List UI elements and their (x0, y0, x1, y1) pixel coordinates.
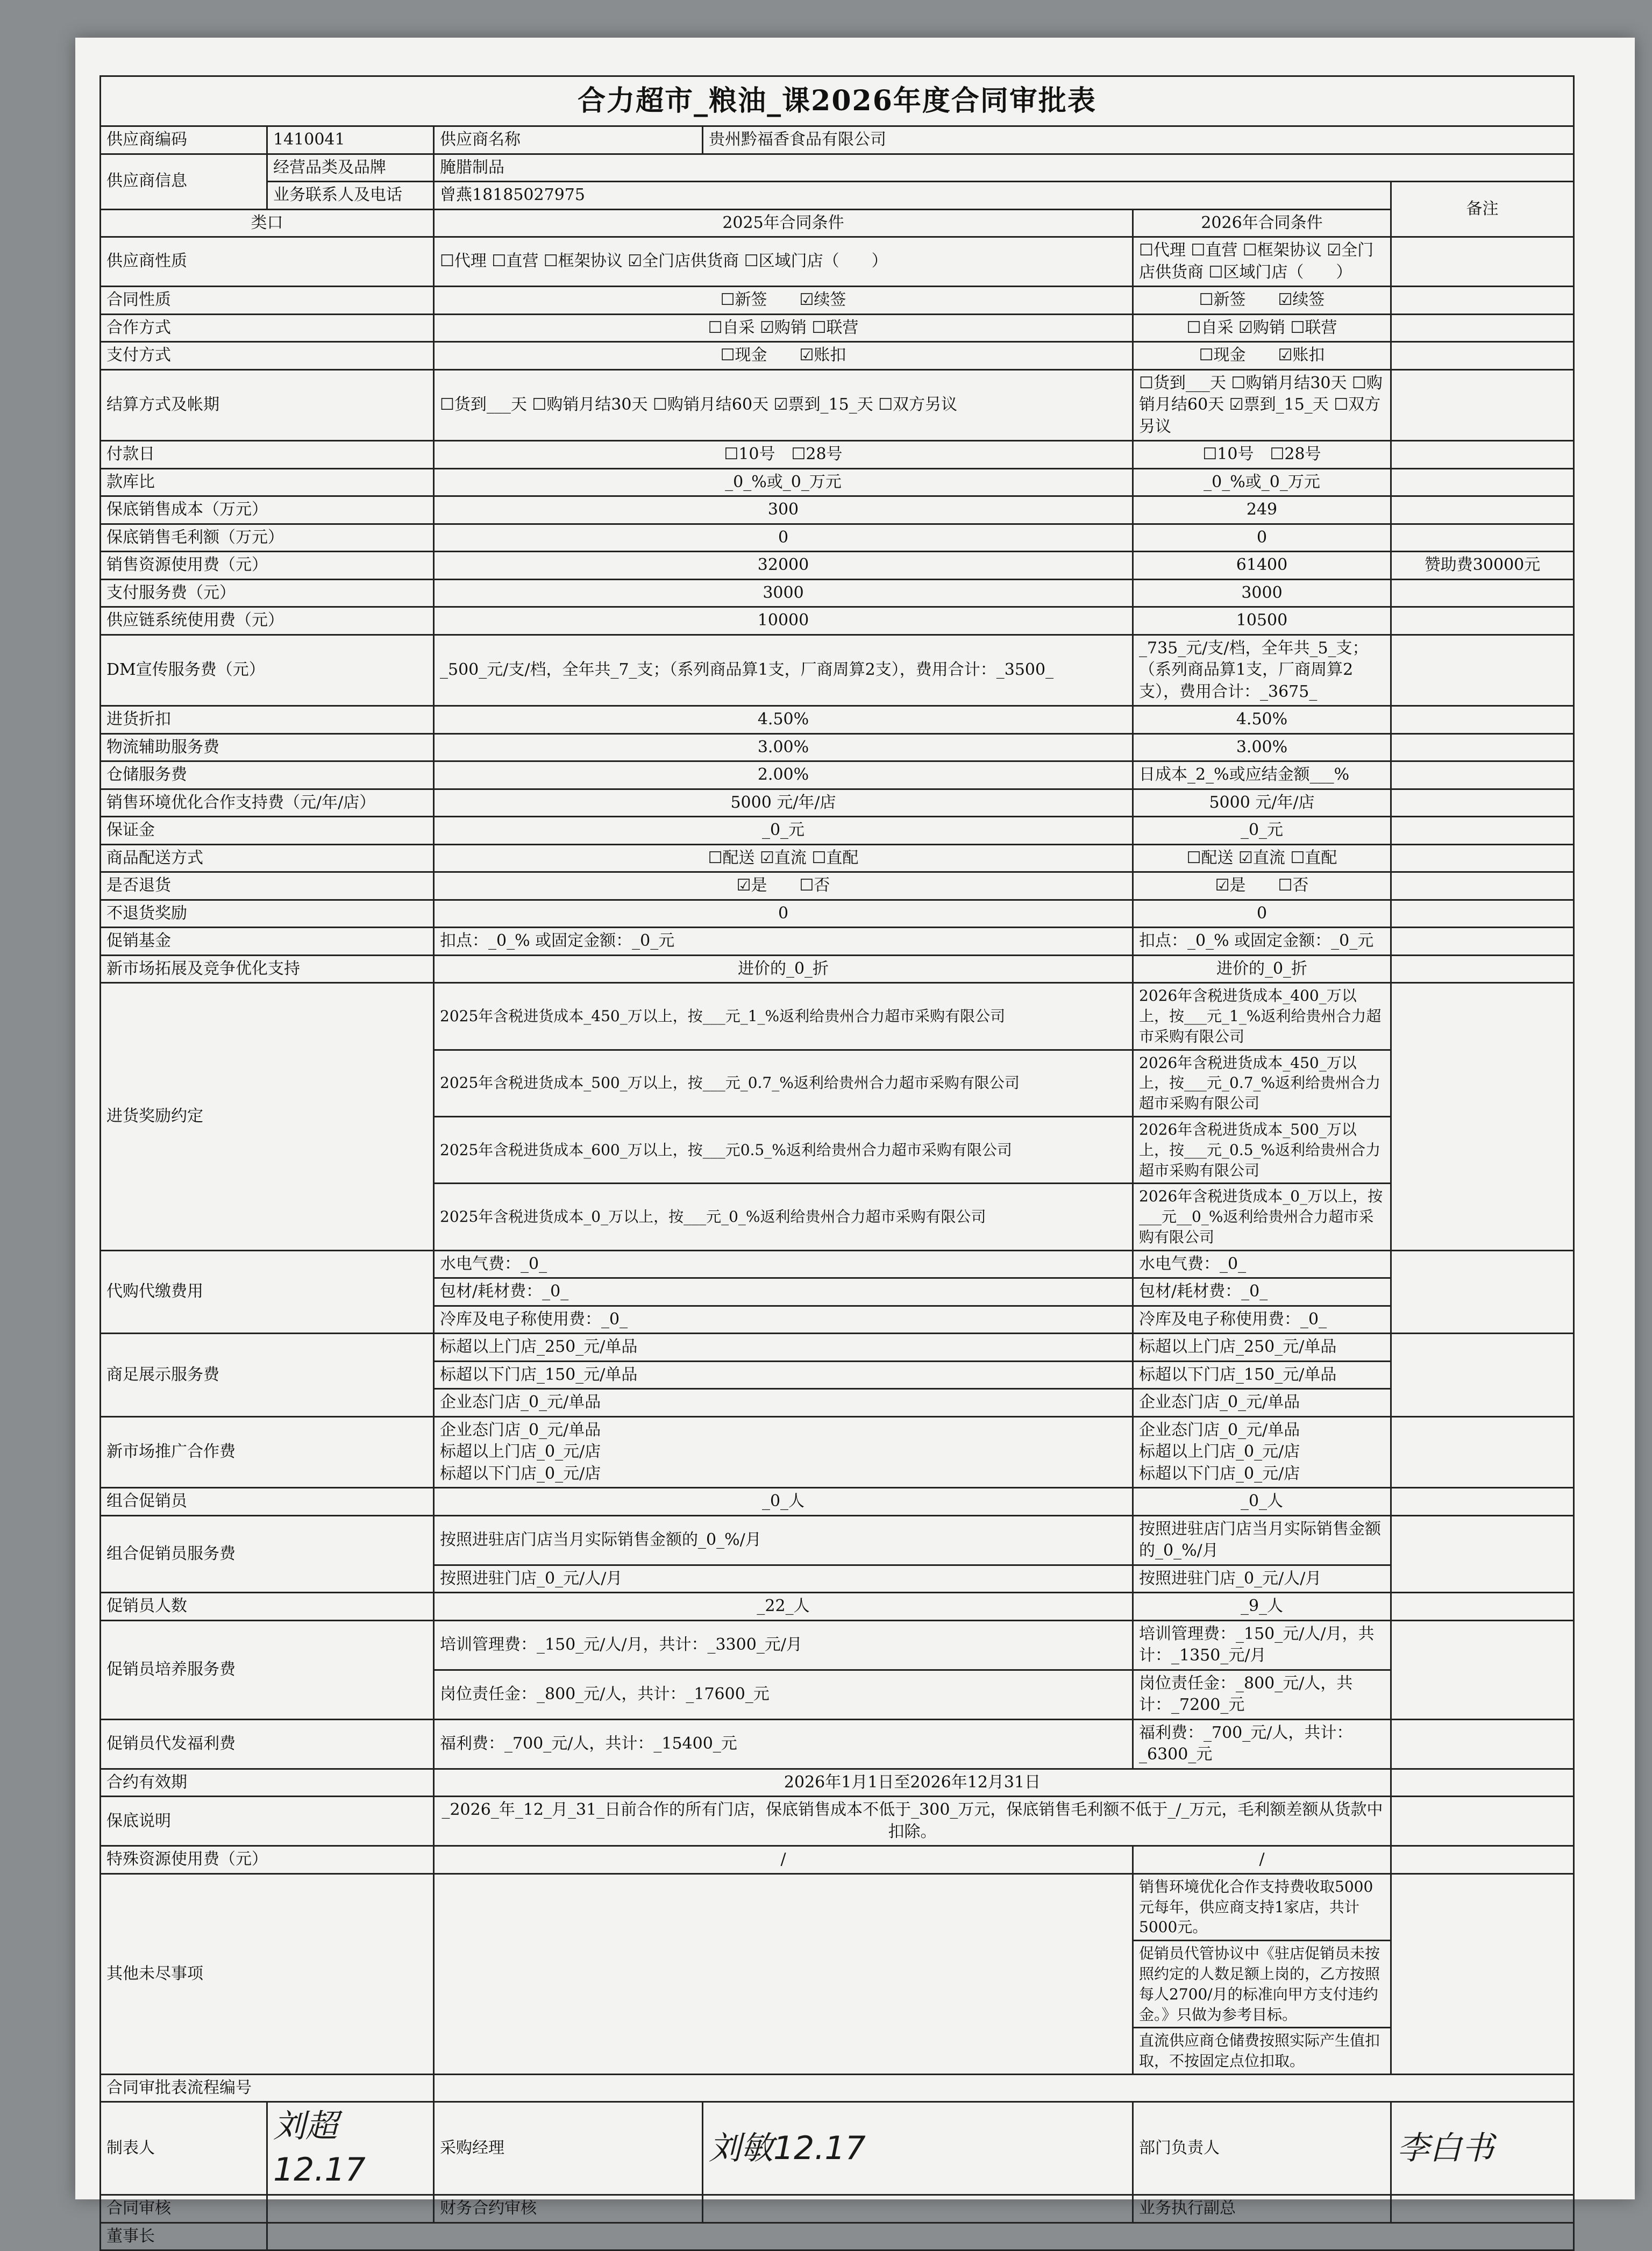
row-remark (1391, 817, 1574, 845)
other-2025 (434, 1874, 1133, 2074)
header-2025: 2025年合同条件 (434, 209, 1133, 237)
row-value-2026: ☐自采 ☑购销 ☐联营 (1133, 314, 1391, 342)
row-label: 商品配送方式 (101, 844, 434, 872)
row-label: 供应链系统使用费（元） (101, 607, 434, 635)
newmarket-2025 (434, 1416, 1133, 1488)
approval-form (99, 75, 1573, 2251)
row-remark (1391, 706, 1574, 734)
row-label: 进货折扣 (101, 706, 434, 734)
guarantee-value: _2026_年_12_月_31_日前合作的所有门店，保底销售成本不低于_300_万元，保底销售毛利额不低于_/_万元，毛利额差额从货款中扣除。 (434, 1797, 1391, 1846)
newmarket-2025-2: 标超以上门店_0_元/店 (440, 1442, 601, 1462)
contact-label: 业务联系人及电话 (267, 182, 434, 210)
row-value-2026: 扣点：_0_% 或固定金额：_0_元 (1133, 928, 1391, 956)
other-item-2: 促销员代管协议中《驻店促销员未按照约定的人数足额上岗的，乙方按照每人2700/月的标准向甲方支付违约金。》只做为参考目标。 (1133, 1941, 1391, 2028)
supplier-info-label: 供应商信息 (101, 154, 267, 209)
condition-row (101, 928, 1574, 956)
row-label: 款库比 (101, 468, 434, 496)
row-value-2026: ☐货到___天 ☐购销月结30天 ☐购销月结60天 ☑票到_15_天 ☐双方另议 (1133, 369, 1391, 441)
row-value-2025: 32000 (434, 552, 1133, 580)
row-value-2025: 进价的_0_折 (434, 955, 1133, 983)
promoter-count-2026: _9_人 (1133, 1593, 1391, 1621)
row-remark (1391, 579, 1574, 607)
display-2026-2: 标超以下门店_150_元/单品 (1133, 1361, 1391, 1389)
flow-label: 合同审批表流程编号 (101, 2074, 434, 2102)
dept-signature: 李白书 (1391, 2102, 1574, 2195)
condition-row (101, 635, 1574, 706)
condition-row (101, 468, 1574, 496)
row-remark (1391, 287, 1574, 315)
condition-row (101, 552, 1574, 580)
row-remark (1391, 872, 1574, 900)
row-value-2025: 10000 (434, 607, 1133, 635)
row-label: 供应商性质 (101, 237, 434, 287)
row-label: 销售资源使用费（元） (101, 552, 434, 580)
row-value-2025: ☐代理 ☐直营 ☐框架协议 ☑全门店供货商 ☐区域门店（ ） (434, 237, 1133, 287)
condition-row (101, 607, 1574, 635)
incentive-remark (1391, 983, 1574, 1251)
category-value: 腌腊制品 (434, 154, 1574, 182)
incentive-2026-3: 2026年含税进货成本_500_万以上，按___元_0.5_%返利给贵州合力超市采购有限公司 (1133, 1116, 1391, 1183)
category-label: 经营品类及品牌 (267, 154, 434, 182)
review-value (267, 2195, 434, 2223)
row-label: DM宣传服务费（元） (101, 635, 434, 706)
contact-value: 曾燕18185027975 (434, 182, 1391, 210)
row-value-2025: 0 (434, 900, 1133, 928)
row-remark: 赞助费30000元 (1391, 552, 1574, 580)
incentive-2025-4: 2025年含税进货成本_0_万以上，按___元_0_%返利给贵州合力超市采购有限公司 (434, 1184, 1133, 1250)
row-remark (1391, 928, 1574, 956)
condition-row (101, 342, 1574, 370)
row-value-2025: 3000 (434, 579, 1133, 607)
promoter-count-label: 促销员人数 (101, 1593, 434, 1621)
remark-header: 备注 (1391, 182, 1574, 237)
condition-row (101, 314, 1574, 342)
row-label: 不退货奖励 (101, 900, 434, 928)
condition-row (101, 441, 1574, 469)
row-value-2025: ☑是 ☐否 (434, 872, 1133, 900)
newmarket-2026-2: 标超以上门店_0_元/店 (1139, 1442, 1300, 1462)
welfare-label: 促销员代发福利费 (101, 1719, 434, 1769)
condition-row (101, 872, 1574, 900)
finance-label: 财务合约审核 (434, 2195, 703, 2223)
buyer-cell (703, 2102, 1133, 2195)
row-value-2025: 3.00% (434, 733, 1133, 761)
guarantee-label: 保底说明 (101, 1797, 434, 1846)
row-value-2026: ☐现金 ☑账扣 (1133, 342, 1391, 370)
row-label: 保证金 (101, 817, 434, 845)
training-label: 促销员培养服务费 (101, 1620, 434, 1719)
condition-row (101, 496, 1574, 524)
display-label: 商足展示服务费 (101, 1334, 434, 1417)
row-value-2026: 进价的_0_折 (1133, 955, 1391, 983)
row-label: 结算方式及帐期 (101, 369, 434, 441)
agency-2025-2: 包材/耗材费：_0_ (434, 1278, 1133, 1306)
category-header: 类口 (101, 209, 434, 237)
row-remark (1391, 369, 1574, 441)
display-2026-1: 标超以上门店_250_元/单品 (1133, 1334, 1391, 1362)
row-value-2026: 10500 (1133, 607, 1391, 635)
incentive-2025-1: 2025年含税进货成本_450_万以上，按___元_1_%返利给贵州合力超市采购有限公司 (434, 983, 1133, 1050)
exec-label: 业务执行副总 (1133, 2195, 1391, 2223)
welfare-remark (1391, 1719, 1574, 1769)
incentive-2025-2: 2025年含税进货成本_500_万以上，按___元_0.7_%返利给贵州合力超市采购有限公司 (434, 1050, 1133, 1116)
newmarket-2026-1: 企业态门店_0_元/单品 (1139, 1420, 1300, 1440)
supplier-name: 贵州黔福香食品有限公司 (703, 126, 1574, 154)
row-value-2026: ☐新签 ☑续签 (1133, 287, 1391, 315)
row-value-2025: 扣点：_0_% 或固定金额：_0_元 (434, 928, 1133, 956)
row-value-2025: ☐配送 ☑直流 ☐直配 (434, 844, 1133, 872)
row-label: 保底销售毛利额（万元） (101, 524, 434, 552)
agency-2026-2: 包材/耗材费：_0_ (1133, 1278, 1391, 1306)
agency-2025-1: 水电气费：_0_ (434, 1250, 1133, 1278)
incentive-2026-2: 2026年含税进货成本_450_万以上，按___元_0.7_%返利给贵州合力超市采购有限公司 (1133, 1050, 1391, 1116)
row-remark (1391, 761, 1574, 789)
group-promoter-2025: _0_人 (434, 1488, 1133, 1516)
maker-signature: 刘超12.17 (267, 2102, 434, 2195)
training-remark (1391, 1620, 1574, 1719)
row-label: 支付方式 (101, 342, 434, 370)
row-value-2026: ☐代理 ☐直营 ☐框架协议 ☑全门店供货商 ☐区域门店（ ） (1133, 237, 1391, 287)
review-label: 合同审核 (101, 2195, 267, 2223)
row-remark (1391, 524, 1574, 552)
agency-2026-3: 冷库及电子称使用费：_0_ (1133, 1306, 1391, 1334)
incentive-2026-1: 2026年含税进货成本_400_万以上，按___元_1_%返利给贵州合力超市采购有限公司 (1133, 983, 1391, 1050)
condition-row (101, 287, 1574, 315)
row-value-2025: 4.50% (434, 706, 1133, 734)
row-remark (1391, 496, 1574, 524)
exec-value (1391, 2195, 1574, 2223)
row-value-2026: 4.50% (1133, 706, 1391, 734)
group-promoter-remark (1391, 1488, 1574, 1516)
incentive-2026-4: 2026年含税进货成本_0_万以上，按___元__0_%返利给贵州合力超市采购有限公司 (1133, 1184, 1391, 1250)
form-title: 合力超市_粮油_课2026年度合同审批表 (101, 76, 1574, 126)
row-value-2025: 300 (434, 496, 1133, 524)
other-remark (1391, 1874, 1574, 2074)
incentive-label: 进货奖励约定 (101, 983, 434, 1251)
buyer-signature: 刘敏12.17 (709, 2129, 866, 2167)
row-value-2025: _0_元 (434, 817, 1133, 845)
display-2025-1: 标超以上门店_250_元/单品 (434, 1334, 1133, 1362)
incentive-2025-3: 2025年含税进货成本_600_万以上，按___元0.5_%返利给贵州合力超市采购有限公司 (434, 1116, 1133, 1183)
welfare-2026: 福利费：_700_元/人，共计：_6300_元 (1133, 1719, 1391, 1769)
row-value-2025: ☐新签 ☑续签 (434, 287, 1133, 315)
newmarket-2025-3: 标超以下门店_0_元/店 (440, 1464, 601, 1483)
special-2026: / (1133, 1846, 1391, 1874)
row-value-2025: ☐10号 ☐28号 (434, 441, 1133, 469)
finance-value (703, 2195, 1133, 2223)
condition-row (101, 900, 1574, 928)
maker-label: 制表人 (101, 2102, 267, 2195)
row-remark (1391, 607, 1574, 635)
row-value-2025: _0_%或_0_万元 (434, 468, 1133, 496)
special-label: 特殊资源使用费（元） (101, 1846, 434, 1874)
row-label: 促销基金 (101, 928, 434, 956)
guarantee-remark (1391, 1797, 1574, 1846)
condition-row (101, 733, 1574, 761)
condition-row (101, 369, 1574, 441)
group-service-2025-1: 按照进驻店门店当月实际销售金额的_0_%/月 (434, 1515, 1133, 1565)
row-label: 新市场拓展及竞争优化支持 (101, 955, 434, 983)
condition-row (101, 789, 1574, 817)
row-remark (1391, 314, 1574, 342)
row-value-2026: 0 (1133, 900, 1391, 928)
header-2026: 2026年合同条件 (1133, 209, 1391, 237)
condition-row (101, 706, 1574, 734)
newmarket-2025-1: 企业态门店_0_元/单品 (440, 1420, 601, 1440)
row-remark (1391, 635, 1574, 706)
row-value-2026: ☐10号 ☐28号 (1133, 441, 1391, 469)
row-value-2025: ☐现金 ☑账扣 (434, 342, 1133, 370)
training-2025-2: 岗位责任金：_800_元/人，共计：_17600_元 (434, 1670, 1133, 1719)
row-remark (1391, 789, 1574, 817)
row-value-2025: 0 (434, 524, 1133, 552)
row-remark (1391, 237, 1574, 287)
condition-row (101, 817, 1574, 845)
dept-label: 部门负责人 (1133, 2102, 1391, 2195)
row-label: 合作方式 (101, 314, 434, 342)
condition-row (101, 955, 1574, 983)
special-2025: / (434, 1846, 1133, 1874)
group-service-remark (1391, 1515, 1574, 1593)
display-remark (1391, 1334, 1574, 1417)
row-value-2025: 5000 元/年/店 (434, 789, 1133, 817)
agency-label: 代购代缴费用 (101, 1250, 434, 1334)
display-2025-2: 标超以下门店_150_元/单品 (434, 1361, 1133, 1389)
other-label: 其他未尽事项 (101, 1874, 434, 2074)
form-table (99, 75, 1575, 2251)
group-service-label: 组合促销员服务费 (101, 1515, 434, 1593)
training-2025-1: 培训管理费：_150_元/人/月，共计：_3300_元/月 (434, 1620, 1133, 1670)
welfare-2025: 福利费：_700_元/人，共计：_15400_元 (434, 1719, 1133, 1769)
special-remark (1391, 1846, 1574, 1874)
row-remark (1391, 955, 1574, 983)
row-label: 支付服务费（元） (101, 579, 434, 607)
validity-label: 合约有效期 (101, 1769, 434, 1797)
newmarket-2026-3: 标超以下门店_0_元/店 (1139, 1464, 1300, 1483)
display-2025-3: 企业态门店_0_元/单品 (434, 1389, 1133, 1417)
agency-remark (1391, 1250, 1574, 1334)
condition-row (101, 761, 1574, 789)
chair-label: 董事长 (101, 2222, 267, 2250)
row-value-2026: ☐配送 ☑直流 ☐直配 (1133, 844, 1391, 872)
row-label: 物流辅助服务费 (101, 733, 434, 761)
promoter-count-remark (1391, 1593, 1574, 1621)
group-promoter-label: 组合促销员 (101, 1488, 434, 1516)
row-remark (1391, 733, 1574, 761)
row-value-2025: 2.00% (434, 761, 1133, 789)
other-item-1: 销售环境优化合作支持费收取5000元每年，供应商支持1家店，共计5000元。 (1133, 1874, 1391, 1940)
group-service-2026-2: 按照进驻门店_0_元/人/月 (1133, 1565, 1391, 1593)
supplier-name-label: 供应商名称 (434, 126, 703, 154)
row-value-2026: _0_元 (1133, 817, 1391, 845)
supplier-code-label: 供应商编码 (101, 126, 267, 154)
condition-row (101, 579, 1574, 607)
row-value-2026: _0_%或_0_万元 (1133, 468, 1391, 496)
row-label: 销售环境优化合作支持费（元/年/店） (101, 789, 434, 817)
group-promoter-2026: _0_人 (1133, 1488, 1391, 1516)
row-value-2026: 3000 (1133, 579, 1391, 607)
row-value-2026: 日成本_2_%或应结金额___% (1133, 761, 1391, 789)
condition-row (101, 524, 1574, 552)
row-remark (1391, 468, 1574, 496)
supplier-code: 1410041 (267, 126, 434, 154)
newmarket-remark (1391, 1416, 1574, 1488)
validity-remark (1391, 1769, 1574, 1797)
promoter-count-2025: _22_人 (434, 1593, 1133, 1621)
row-remark (1391, 900, 1574, 928)
newmarket-label: 新市场推广合作费 (101, 1416, 434, 1488)
row-value-2026: _735_元/支/档，全年共_5_支；（系列商品算1支，厂商周算2支），费用合计：_3675_ (1133, 635, 1391, 706)
row-label: 保底销售成本（万元） (101, 496, 434, 524)
row-value-2025: ☐货到___天 ☐购销月结30天 ☐购销月结60天 ☑票到_15_天 ☐双方另议 (434, 369, 1133, 441)
condition-row (101, 237, 1574, 287)
row-value-2026: ☑是 ☐否 (1133, 872, 1391, 900)
newmarket-2026 (1133, 1416, 1391, 1488)
display-2026-3: 企业态门店_0_元/单品 (1133, 1389, 1391, 1417)
training-2026-2: 岗位责任金：_800_元/人，共计：_7200_元 (1133, 1670, 1391, 1719)
other-item-3: 直流供应商仓储费按照实际产生值扣取，不按固定点位扣取。 (1133, 2028, 1391, 2075)
row-value-2026: 249 (1133, 496, 1391, 524)
row-value-2025: _500_元/支/档，全年共_7_支；（系列商品算1支，厂商周算2支），费用合计：_3500_ (434, 635, 1133, 706)
condition-row (101, 844, 1574, 872)
validity-value: 2026年1月1日至2026年12月31日 (434, 1769, 1391, 1797)
row-remark (1391, 342, 1574, 370)
group-service-2026-1: 按照进驻店门店当月实际销售金额的_0_%/月 (1133, 1515, 1391, 1565)
row-value-2026: 61400 (1133, 552, 1391, 580)
row-label: 仓储服务费 (101, 761, 434, 789)
training-2026-1: 培训管理费：_150_元/人/月，共计：_1350_元/月 (1133, 1620, 1391, 1670)
chair-value (267, 2222, 1574, 2250)
agency-2025-3: 冷库及电子称使用费：_0_ (434, 1306, 1133, 1334)
row-value-2026: 3.00% (1133, 733, 1391, 761)
row-value-2026: 0 (1133, 524, 1391, 552)
buyer-label: 采购经理 (434, 2102, 703, 2195)
row-label: 是否退货 (101, 872, 434, 900)
agency-2026-1: 水电气费：_0_ (1133, 1250, 1391, 1278)
group-service-2025-2: 按照进驻门店_0_元/人/月 (434, 1565, 1133, 1593)
row-remark (1391, 441, 1574, 469)
row-value-2026: 5000 元/年/店 (1133, 789, 1391, 817)
condition-rows (101, 237, 1574, 983)
flow-value (434, 2074, 1574, 2102)
row-remark (1391, 844, 1574, 872)
row-label: 合同性质 (101, 287, 434, 315)
row-label: 付款日 (101, 441, 434, 469)
row-value-2025: ☐自采 ☑购销 ☐联营 (434, 314, 1133, 342)
